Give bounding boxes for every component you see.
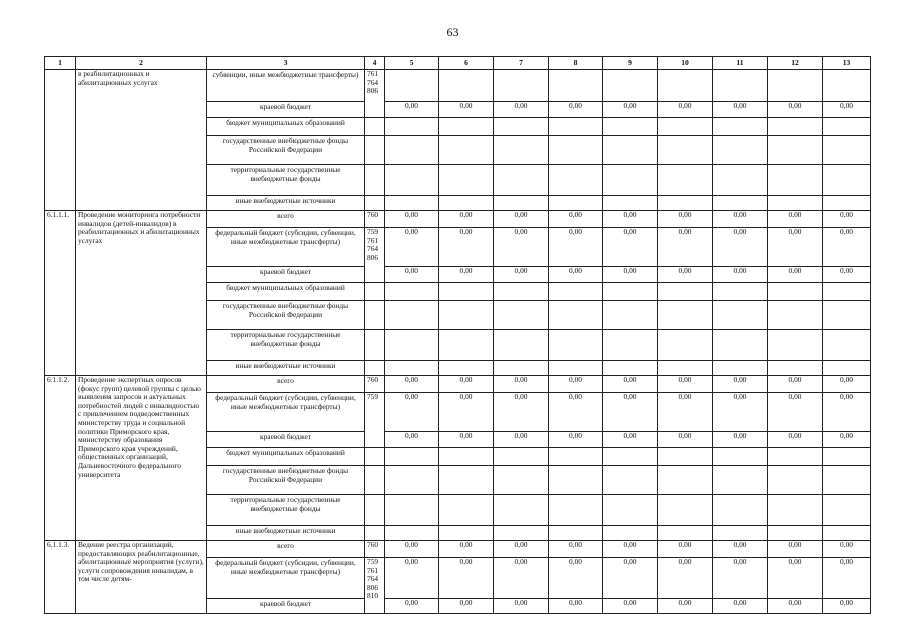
source-total: всего xyxy=(207,541,365,558)
item-number: 6.1.1.1. xyxy=(45,211,76,376)
source-federal: субвенции, иные межбюджетные трансферты) xyxy=(207,70,365,102)
source-regional: краевой бюджет xyxy=(207,267,365,283)
source-total: всего xyxy=(207,376,365,393)
value-cell: 0,00 xyxy=(385,541,439,558)
value-cell: 0,00 xyxy=(823,541,871,558)
budget-code: 760 xyxy=(365,376,385,393)
value-cell: 0,00 xyxy=(439,228,494,267)
value-cell: 0,00 xyxy=(494,376,549,393)
value-cell: 0,00 xyxy=(385,376,439,393)
value-cell: 0,00 xyxy=(549,228,603,267)
value-cell: 0,00 xyxy=(549,599,603,614)
value-cell: 0,00 xyxy=(713,228,768,267)
value-cell: 0,00 xyxy=(603,102,658,118)
value-cell: 0,00 xyxy=(713,267,768,283)
value-cell: 0,00 xyxy=(768,393,823,432)
value-cell: 0,00 xyxy=(439,211,494,228)
value-cell: 0,00 xyxy=(823,211,871,228)
value-cell: 0,00 xyxy=(439,432,494,448)
header-cell: 12 xyxy=(768,57,823,70)
value-cell: 0,00 xyxy=(768,228,823,267)
header-cell: 9 xyxy=(603,57,658,70)
value-cell: 0,00 xyxy=(823,599,871,614)
value-cell: 0,00 xyxy=(603,267,658,283)
value-cell: 0,00 xyxy=(439,102,494,118)
value-cell: 0,00 xyxy=(549,558,603,599)
source-total: всего xyxy=(207,211,365,228)
value-cell: 0,00 xyxy=(658,211,713,228)
header-cell: 11 xyxy=(713,57,768,70)
value-cell: 0,00 xyxy=(385,102,439,118)
item-name: в реабилитационных и абилитационных услугах xyxy=(76,70,207,211)
value-cell: 0,00 xyxy=(768,558,823,599)
source-other: иные внебюджетные источники xyxy=(207,526,365,541)
value-cell: 0,00 xyxy=(658,432,713,448)
value-cell: 0,00 xyxy=(823,393,871,432)
header-cell: 6 xyxy=(439,57,494,70)
source-municipal: бюджет муниципальных образований xyxy=(207,448,365,466)
header-cell: 1 xyxy=(45,57,76,70)
source-state-funds: государственные внебюджетные фонды Российской Федерации xyxy=(207,466,365,495)
value-cell: 0,00 xyxy=(658,558,713,599)
value-cell: 0,00 xyxy=(603,211,658,228)
value-cell: 0,00 xyxy=(768,376,823,393)
item-name: Проведение мониторинга потребности инвалидов (детей-инвалидов) в реабилитационных и абилитационных услугах xyxy=(76,211,207,376)
source-regional: краевой бюджет xyxy=(207,102,365,118)
value-cell: 0,00 xyxy=(658,376,713,393)
value-cell: 0,00 xyxy=(385,211,439,228)
source-regional: краевой бюджет xyxy=(207,599,365,614)
value-cell: 0,00 xyxy=(494,599,549,614)
source-federal: федеральный бюджет (субсидии, субвенции, иные межбюджетные трансферты) xyxy=(207,558,365,599)
header-cell: 13 xyxy=(823,57,871,70)
value-cell: 0,00 xyxy=(439,376,494,393)
item-name: Проведение экспертных опросов (фокус групп) целевой группы с целью выявления запросов и актуальных потребностей людей с инвалидностью с привлечением подведомственных министерству труда и социальной политики Приморского края, министерству образования Приморского края учреждений, общественных организаций, Дальневосточного федерального университета xyxy=(76,376,207,541)
header-cell: 8 xyxy=(549,57,603,70)
source-other: иные внебюджетные источники xyxy=(207,361,365,376)
value-cell: 0,00 xyxy=(549,541,603,558)
value-cell: 0,00 xyxy=(658,393,713,432)
header-cell: 10 xyxy=(658,57,713,70)
value-cell: 0,00 xyxy=(713,376,768,393)
source-territorial-funds: территориальные государственные внебюджетные фонды xyxy=(207,330,365,361)
source-municipal: бюджет муниципальных образований xyxy=(207,283,365,301)
value-cell: 0,00 xyxy=(385,558,439,599)
value-cell: 0,00 xyxy=(603,432,658,448)
value-cell: 0,00 xyxy=(713,432,768,448)
source-other: иные внебюджетные источники xyxy=(207,196,365,211)
value-cell: 0,00 xyxy=(494,267,549,283)
value-cell: 0,00 xyxy=(549,393,603,432)
value-cell: 0,00 xyxy=(823,558,871,599)
value-cell: 0,00 xyxy=(494,541,549,558)
value-cell: 0,00 xyxy=(603,599,658,614)
value-cell: 0,00 xyxy=(603,376,658,393)
value-cell: 0,00 xyxy=(658,599,713,614)
value-cell: 0,00 xyxy=(494,228,549,267)
source-territorial-funds: территориальные государственные внебюджетные фонды xyxy=(207,495,365,526)
value-cell: 0,00 xyxy=(439,558,494,599)
value-cell: 0,00 xyxy=(658,102,713,118)
value-cell: 0,00 xyxy=(768,267,823,283)
table-row xyxy=(45,541,871,558)
value-cell: 0,00 xyxy=(713,558,768,599)
value-cell: 0,00 xyxy=(549,211,603,228)
value-cell: 0,00 xyxy=(603,393,658,432)
item-number: 6.1.1.2. xyxy=(45,376,76,541)
value-cell: 0,00 xyxy=(439,541,494,558)
value-cell: 0,00 xyxy=(549,102,603,118)
value-cell: 0,00 xyxy=(823,102,871,118)
source-regional: краевой бюджет xyxy=(207,432,365,448)
header-cell: 3 xyxy=(207,57,365,70)
table-row xyxy=(45,376,871,393)
value-cell: 0,00 xyxy=(603,541,658,558)
budget-code: 759 761 764 806 810 xyxy=(365,558,385,614)
value-cell: 0,00 xyxy=(823,376,871,393)
value-cell: 0,00 xyxy=(494,432,549,448)
budget-code: 759 xyxy=(365,393,385,448)
value-cell: 0,00 xyxy=(768,432,823,448)
value-cell: 0,00 xyxy=(494,393,549,432)
value-cell: 0,00 xyxy=(658,228,713,267)
value-cell: 0,00 xyxy=(658,267,713,283)
value-cell: 0,00 xyxy=(823,432,871,448)
value-cell: 0,00 xyxy=(549,376,603,393)
header-row xyxy=(45,57,871,70)
value-cell: 0,00 xyxy=(713,393,768,432)
value-cell: 0,00 xyxy=(603,558,658,599)
value-cell: 0,00 xyxy=(713,211,768,228)
value-cell: 0,00 xyxy=(713,102,768,118)
header-cell: 4 xyxy=(365,57,385,70)
value-cell: 0,00 xyxy=(549,432,603,448)
source-state-funds: государственные внебюджетные фонды Российской Федерации xyxy=(207,301,365,330)
budget-table xyxy=(44,56,871,614)
value-cell: 0,00 xyxy=(385,267,439,283)
header-cell: 5 xyxy=(385,57,439,70)
value-cell: 0,00 xyxy=(549,267,603,283)
value-cell: 0,00 xyxy=(385,393,439,432)
item-number xyxy=(45,70,76,211)
value-cell: 0,00 xyxy=(713,541,768,558)
value-cell: 0,00 xyxy=(768,541,823,558)
value-cell: 0,00 xyxy=(439,599,494,614)
value-cell: 0,00 xyxy=(494,558,549,599)
header-cell: 7 xyxy=(494,57,549,70)
value-cell: 0,00 xyxy=(494,211,549,228)
source-territorial-funds: территориальные государственные внебюджетные фонды xyxy=(207,165,365,196)
item-number: 6.1.1.3. xyxy=(45,541,76,614)
value-cell: 0,00 xyxy=(768,102,823,118)
value-cell: 0,00 xyxy=(658,541,713,558)
value-cell: 0,00 xyxy=(439,267,494,283)
item-name: Ведение реестра организаций, предоставляющих реабилитационные, абилитационные мероприятия (услуги), услуги сопровождения инвалидам, в том числе детям- xyxy=(76,541,207,614)
value-cell: 0,00 xyxy=(385,432,439,448)
value-cell: 0,00 xyxy=(385,228,439,267)
value-cell: 0,00 xyxy=(713,599,768,614)
budget-code: 761 764 806 xyxy=(365,70,385,118)
source-municipal: бюджет муниципальных образований xyxy=(207,118,365,136)
header-cell: 2 xyxy=(76,57,207,70)
source-state-funds: государственные внебюджетные фонды Российской Федерации xyxy=(207,136,365,165)
value-cell: 0,00 xyxy=(823,267,871,283)
table-row xyxy=(45,70,871,102)
table-row xyxy=(45,211,871,228)
page-number: 63 xyxy=(446,25,459,39)
value-cell: 0,00 xyxy=(494,102,549,118)
value-cell: 0,00 xyxy=(603,228,658,267)
source-federal: федеральный бюджет (субсидии, субвенции, иные межбюджетные трансферты) xyxy=(207,228,365,267)
value-cell: 0,00 xyxy=(768,211,823,228)
budget-code: 760 xyxy=(365,541,385,558)
source-federal: федеральный бюджет (субсидии, субвенции, иные межбюджетные трансферты) xyxy=(207,393,365,432)
budget-code: 760 xyxy=(365,211,385,228)
value-cell: 0,00 xyxy=(385,599,439,614)
value-cell: 0,00 xyxy=(823,228,871,267)
budget-code: 759 761 764 806 xyxy=(365,228,385,283)
value-cell: 0,00 xyxy=(768,599,823,614)
value-cell: 0,00 xyxy=(439,393,494,432)
